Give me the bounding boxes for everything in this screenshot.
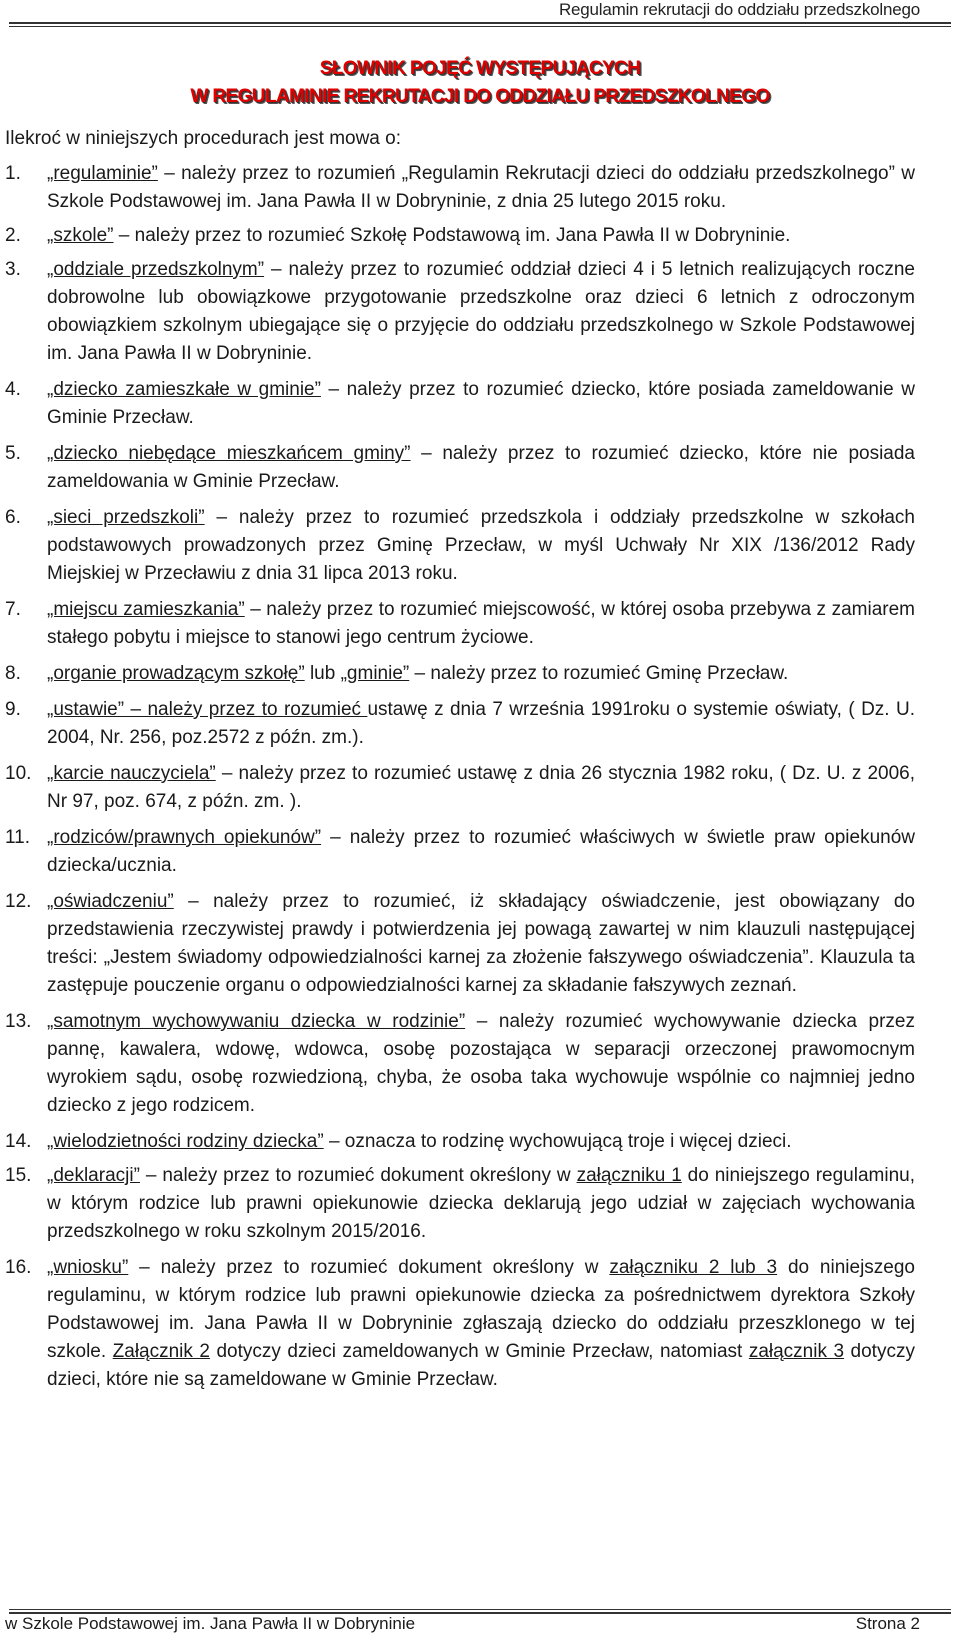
item-term: „organie prowadzącym szkołę” (47, 663, 305, 684)
footer-page-number: Strona 2 (855, 1614, 920, 1633)
item-term: „szkole” (47, 225, 114, 246)
definitions-list (5, 160, 915, 1394)
page-header: Regulamin rekrutacji do oddziału przedszkolnego (558, 0, 920, 19)
item-number: 9. (5, 699, 21, 720)
item-connector: lub (304, 663, 341, 684)
item-term: „wniosku” (47, 1257, 129, 1278)
item-number: 16. (5, 1257, 32, 1278)
item-number: 13. (5, 1011, 32, 1032)
item-number: 3. (5, 259, 21, 280)
item-text: – należy przez to rozumieć Szkołę Podstawową im. Jana Pawła II w Dobryninie. (113, 225, 791, 246)
item-number: 14. (5, 1131, 32, 1152)
item-connector: – należy przez to rozumieć dokument określony w (128, 1257, 610, 1278)
list-item (5, 1162, 915, 1246)
item-term: „miejscu zamieszkania” (47, 599, 245, 620)
list-item (5, 222, 915, 250)
item-term: „dziecko zamieszkałe w gminie” (47, 379, 321, 400)
item-text: ustawę z dnia 7 września 1991roku o systemie oświaty, ( Dz. U. 2004, Nr. 256, poz.2572 z późn. zm.). (47, 699, 915, 748)
item-text: – należy przez to rozumieć przedszkola i oddziały przedszkolne w szkołach podstawowych prowadzonych przez Gminę Przecław, w myśl Uchwały Nr XIX /136/2012 Rady Miejskiej w Przecławiu z dnia 31 lipca 2013 roku. (47, 507, 915, 584)
document-title-line2: W REGULAMINIE REKRUTACJI DO ODDZIAŁU PRZEDSZKOLNEGO (190, 86, 770, 107)
item-text-c: dotyczy dzieci zameldowanych w Gminie Przecław, natomiast (209, 1341, 749, 1362)
list-item (5, 1254, 915, 1394)
item-text: – należy przez to rozumień „Regulamin Rekrutacji dzieci do oddziału przedszkolnego” w Szkole Podstawowej im. Jana Pawła II w Dobryninie, z dnia 25 lutego 2015 roku. (47, 163, 915, 212)
item-number: 5. (5, 443, 21, 464)
item-text: – należy przez to rozumieć, iż składający oświadczenie, jest obowiązany do przedstawienia rzeczywistej prawdy i potwierdzenia jej powagą zawartej w nim klauzuli następującej treści: „Jestem świadomy odpowiedzialności karnej za złożenie fałszywego oświadczenia”. Klauzula ta zastępuje pouczenie organu o odpowiedzialności karnej za składanie fałszywych zeznań. (47, 891, 915, 996)
item-text: do niniejszego regulaminu, w którym rodzice lub prawni opiekunowie dziecka deklarują jego udział w zajęciach wychowania przedszkolnego w roku szkolnym 2015/2016. (47, 1165, 916, 1242)
item-number: 10. (5, 763, 32, 784)
attachment-link-2: Załącznik 2 (112, 1341, 210, 1362)
item-number: 12. (5, 891, 32, 912)
item-term: „rodziców/prawnych opiekunów” (47, 827, 322, 848)
item-text: dotyczy dzieci, które nie są zameldowane w Gminie Przecław. (47, 1341, 915, 1390)
attachment-link-3: załącznik 3 (748, 1341, 845, 1362)
attachment-link: załączniku 1 (576, 1165, 682, 1186)
list-item (5, 504, 915, 588)
list-item (5, 256, 915, 368)
item-text: – należy przez to rozumieć ustawę z dnia 26 stycznia 1982 roku, ( Dz. U. z 2006, Nr 97, poz. 674, z późn. zm. ). (47, 763, 915, 812)
list-item (5, 596, 915, 652)
list-item (5, 160, 915, 216)
item-text: – należy przez to rozumieć dziecko, które posiada zameldowanie w Gminie Przecław. (47, 379, 915, 428)
document-title-line1: SŁOWNIK POJĘĆ WYSTĘPUJĄCYCH (319, 58, 641, 79)
item-number: 8. (5, 663, 21, 684)
list-item (5, 824, 915, 880)
item-text: – należy przez to rozumieć oddział dzieci 4 i 5 letnich realizujących roczne dobrowolne lub obowiązkowe przygotowanie przedszkolne oraz dzieci 6 letnich z odroczonym obowiązkiem szkolnym ubiegające się o przyjęcie do oddziału przedszkolnego w Szkole Podstawowej im. Jana Pawła II w Dobryninie. (47, 259, 915, 364)
item-term-2: „gminie” (340, 663, 410, 684)
list-item (5, 1008, 915, 1120)
item-term: „regulaminie” (47, 163, 158, 184)
item-number: 4. (5, 379, 21, 400)
list-item (5, 1128, 915, 1156)
item-term: „sieci przedszkoli” (47, 507, 205, 528)
list-item (5, 888, 915, 1000)
item-term: „karcie nauczyciela” (47, 763, 216, 784)
item-text: – należy przez to rozumieć właściwych w świetle praw opiekunów dziecka/ucznia. (47, 827, 915, 876)
list-item (5, 696, 915, 752)
list-item (5, 760, 915, 816)
item-number: 2. (5, 225, 21, 246)
item-text: – należy rozumieć wychowywanie dziecka przez pannę, kawalera, wdowę, wdowca, osobę pozostająca w separacji orzeczonej prawomocnym wyrokiem sądu, osobę rozwiedzioną, chyba, że osoba taka wychowuje wspólnie co najmniej jedno dziecko z jego rodzicem. (47, 1011, 915, 1116)
item-connector: – należy przez to rozumieć dokument określony w (139, 1165, 577, 1186)
list-item (5, 660, 915, 688)
item-number: 1. (5, 163, 21, 184)
item-number: 15. (5, 1165, 32, 1186)
intro-text: Ilekroć w niniejszych procedurach jest mowa o: (5, 128, 402, 149)
item-term: „ustawie” – należy przez to rozumieć (47, 699, 368, 720)
item-text: – należy przez to rozumieć miejscowość, w której osoba przebywa z zamiarem stałego pobytu i miejsce to stanowi jego centrum życiowe. (47, 599, 915, 648)
item-text: – oznacza to rodzinę wychowującą troje i więcej dzieci. (323, 1131, 792, 1152)
item-text-b: do niniejszego regulaminu, w którym rodzice lub prawni opiekunowie dziecka za pośrednictwem dyrektora Szkoły Podstawowej im. Jana Pawła II w Dobryninie zgłaszają dziecko do oddziału przeszklonego w tej szkole. (47, 1257, 915, 1362)
list-item (5, 440, 915, 496)
attachment-link: załączniku 2 lub 3 (609, 1257, 778, 1278)
item-text: – należy przez to rozumieć dziecko, które nie posiada zameldowania w Gminie Przecław. (47, 443, 915, 492)
item-term: „oświadczeniu” (47, 891, 174, 912)
item-number: 7. (5, 599, 21, 620)
item-term: „dziecko niebędące mieszkańcem gminy” (47, 443, 411, 464)
item-term: „deklaracji” (47, 1165, 140, 1186)
list-item (5, 376, 915, 432)
header-divider (9, 22, 951, 27)
item-term: „oddziale przedszkolnym” (47, 259, 265, 280)
item-number: 11. (5, 827, 31, 848)
item-number: 6. (5, 507, 21, 528)
item-term: „samotnym wychowywaniu dziecka w rodzinie” (47, 1011, 466, 1032)
item-text: – należy przez to rozumieć Gminę Przecław. (409, 663, 789, 684)
footer-school: w Szkole Podstawowej im. Jana Pawła II w Dobryninie (5, 1614, 416, 1633)
item-term: „wielodzietności rodziny dziecka” (47, 1131, 324, 1152)
